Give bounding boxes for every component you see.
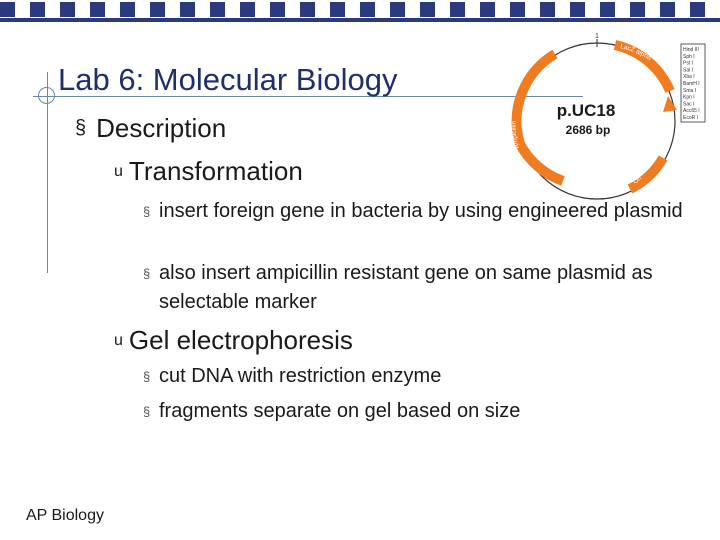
checker-cell	[315, 2, 330, 17]
restriction-site-label: Acc65 I	[683, 108, 700, 115]
checker-bottom-band	[0, 18, 720, 22]
checker-cell	[345, 2, 360, 17]
checker-cell	[405, 2, 420, 17]
checker-cell	[60, 2, 75, 17]
checker-cell	[645, 2, 660, 17]
crosshair-ornament	[38, 87, 55, 104]
lacz-label-path: LacZ alpha	[619, 43, 653, 63]
bullet-ampicillin-marker	[143, 259, 683, 317]
plasmid-size: 2686 bp	[565, 123, 611, 137]
checker-cell	[375, 2, 390, 17]
checker-cell	[120, 2, 135, 17]
bullet-fragments-separate	[143, 397, 683, 426]
bullet-text: Description	[96, 113, 227, 143]
checker-cell	[105, 2, 120, 17]
bullet-transformation	[114, 156, 303, 187]
restriction-site-label: Sph I	[683, 53, 695, 60]
footer-label: AP Biology	[26, 507, 104, 524]
restriction-site-label: Kpn I	[683, 94, 695, 101]
checker-cell	[495, 2, 510, 17]
position-mark: 1	[595, 33, 599, 40]
bullet-marker: §	[143, 204, 151, 219]
restriction-site-label: Xba I	[683, 74, 695, 81]
checker-cell	[300, 2, 315, 17]
bullet-marker: u	[114, 332, 123, 349]
slide-title: Lab 6: Molecular Biology	[58, 62, 398, 97]
bullet-insert-foreign-gene	[143, 197, 683, 226]
checker-cell	[555, 2, 570, 17]
restriction-site-label: Hind III	[683, 47, 699, 53]
checker-cell	[615, 2, 630, 17]
ori-arc	[630, 158, 663, 189]
bullet-text: cut DNA with restriction enzyme	[159, 365, 442, 387]
checker-cell	[75, 2, 90, 17]
checker-cell	[15, 2, 30, 17]
checker-cell	[390, 2, 405, 17]
bullet-marker: §	[143, 369, 151, 384]
checker-cell	[30, 2, 45, 17]
checker-cell	[270, 2, 285, 17]
checker-cell	[150, 2, 165, 17]
checker-cell	[450, 2, 465, 17]
checker-cell	[525, 2, 540, 17]
ampicillin-gene-arc	[517, 54, 555, 144]
restriction-site-label: Sal I	[683, 67, 694, 74]
restriction-site-label: EcoR I	[683, 115, 699, 121]
checker-cell	[585, 2, 600, 17]
restriction-site-label: Sac I	[683, 101, 695, 108]
checker-cell	[330, 2, 345, 17]
bullet-text: Transformation	[128, 156, 303, 186]
bullet-description	[75, 113, 226, 144]
checker-cell	[705, 2, 720, 17]
checker-cell	[210, 2, 225, 17]
checker-cell	[510, 2, 525, 17]
checker-cell	[165, 2, 180, 17]
ori-label-path: Ori	[631, 174, 644, 186]
checker-cell	[630, 2, 645, 17]
checker-cell	[570, 2, 585, 17]
bullet-marker: §	[143, 266, 151, 281]
bullet-gel-electrophoresis	[114, 325, 353, 356]
bullet-marker: §	[75, 117, 87, 139]
checker-cell	[225, 2, 240, 17]
checker-cell	[255, 2, 270, 17]
bullet-marker: §	[143, 404, 151, 419]
bullet-text: Gel electrophoresis	[128, 325, 353, 355]
restriction-site-label: Pst I	[683, 60, 694, 67]
checker-cell	[285, 2, 300, 17]
checker-cell	[420, 2, 435, 17]
plasmid-map	[505, 26, 715, 201]
bullet-marker: u	[114, 163, 123, 180]
checker-cell	[435, 2, 450, 17]
ampicillin-gene-arc-2	[520, 144, 563, 181]
checker-cell	[240, 2, 255, 17]
lacz-arrow-icon	[663, 96, 677, 112]
checker-cell	[465, 2, 480, 17]
top-checker-bar	[0, 0, 720, 24]
checker-cell	[480, 2, 495, 17]
checker-cell	[360, 2, 375, 17]
checker-cell	[90, 2, 105, 17]
checker-cell	[45, 2, 60, 17]
checker-cell	[540, 2, 555, 17]
checker-cell	[675, 2, 690, 17]
checker-cell	[180, 2, 195, 17]
checker-cell	[660, 2, 675, 17]
bullet-text: fragments separate on gel based on size	[159, 400, 521, 422]
checker-cell	[195, 2, 210, 17]
plasmid-name: p.UC18	[556, 101, 616, 120]
bullet-text: insert foreign gene in bacteria by using engineered plasmid	[159, 200, 683, 222]
bullet-cut-dna	[143, 362, 683, 391]
checker-cell	[0, 2, 15, 17]
bullet-text: also insert ampicillin resistant gene on same plasmid as selectable marker	[159, 262, 653, 313]
checker-cell	[135, 2, 150, 17]
checker-cell	[690, 2, 705, 17]
checker-cell	[600, 2, 615, 17]
ampicillin-label-path: Ampicillin	[510, 120, 521, 150]
restriction-site-label: BamH I	[683, 81, 700, 87]
restriction-site-label: Sma I	[683, 87, 697, 94]
